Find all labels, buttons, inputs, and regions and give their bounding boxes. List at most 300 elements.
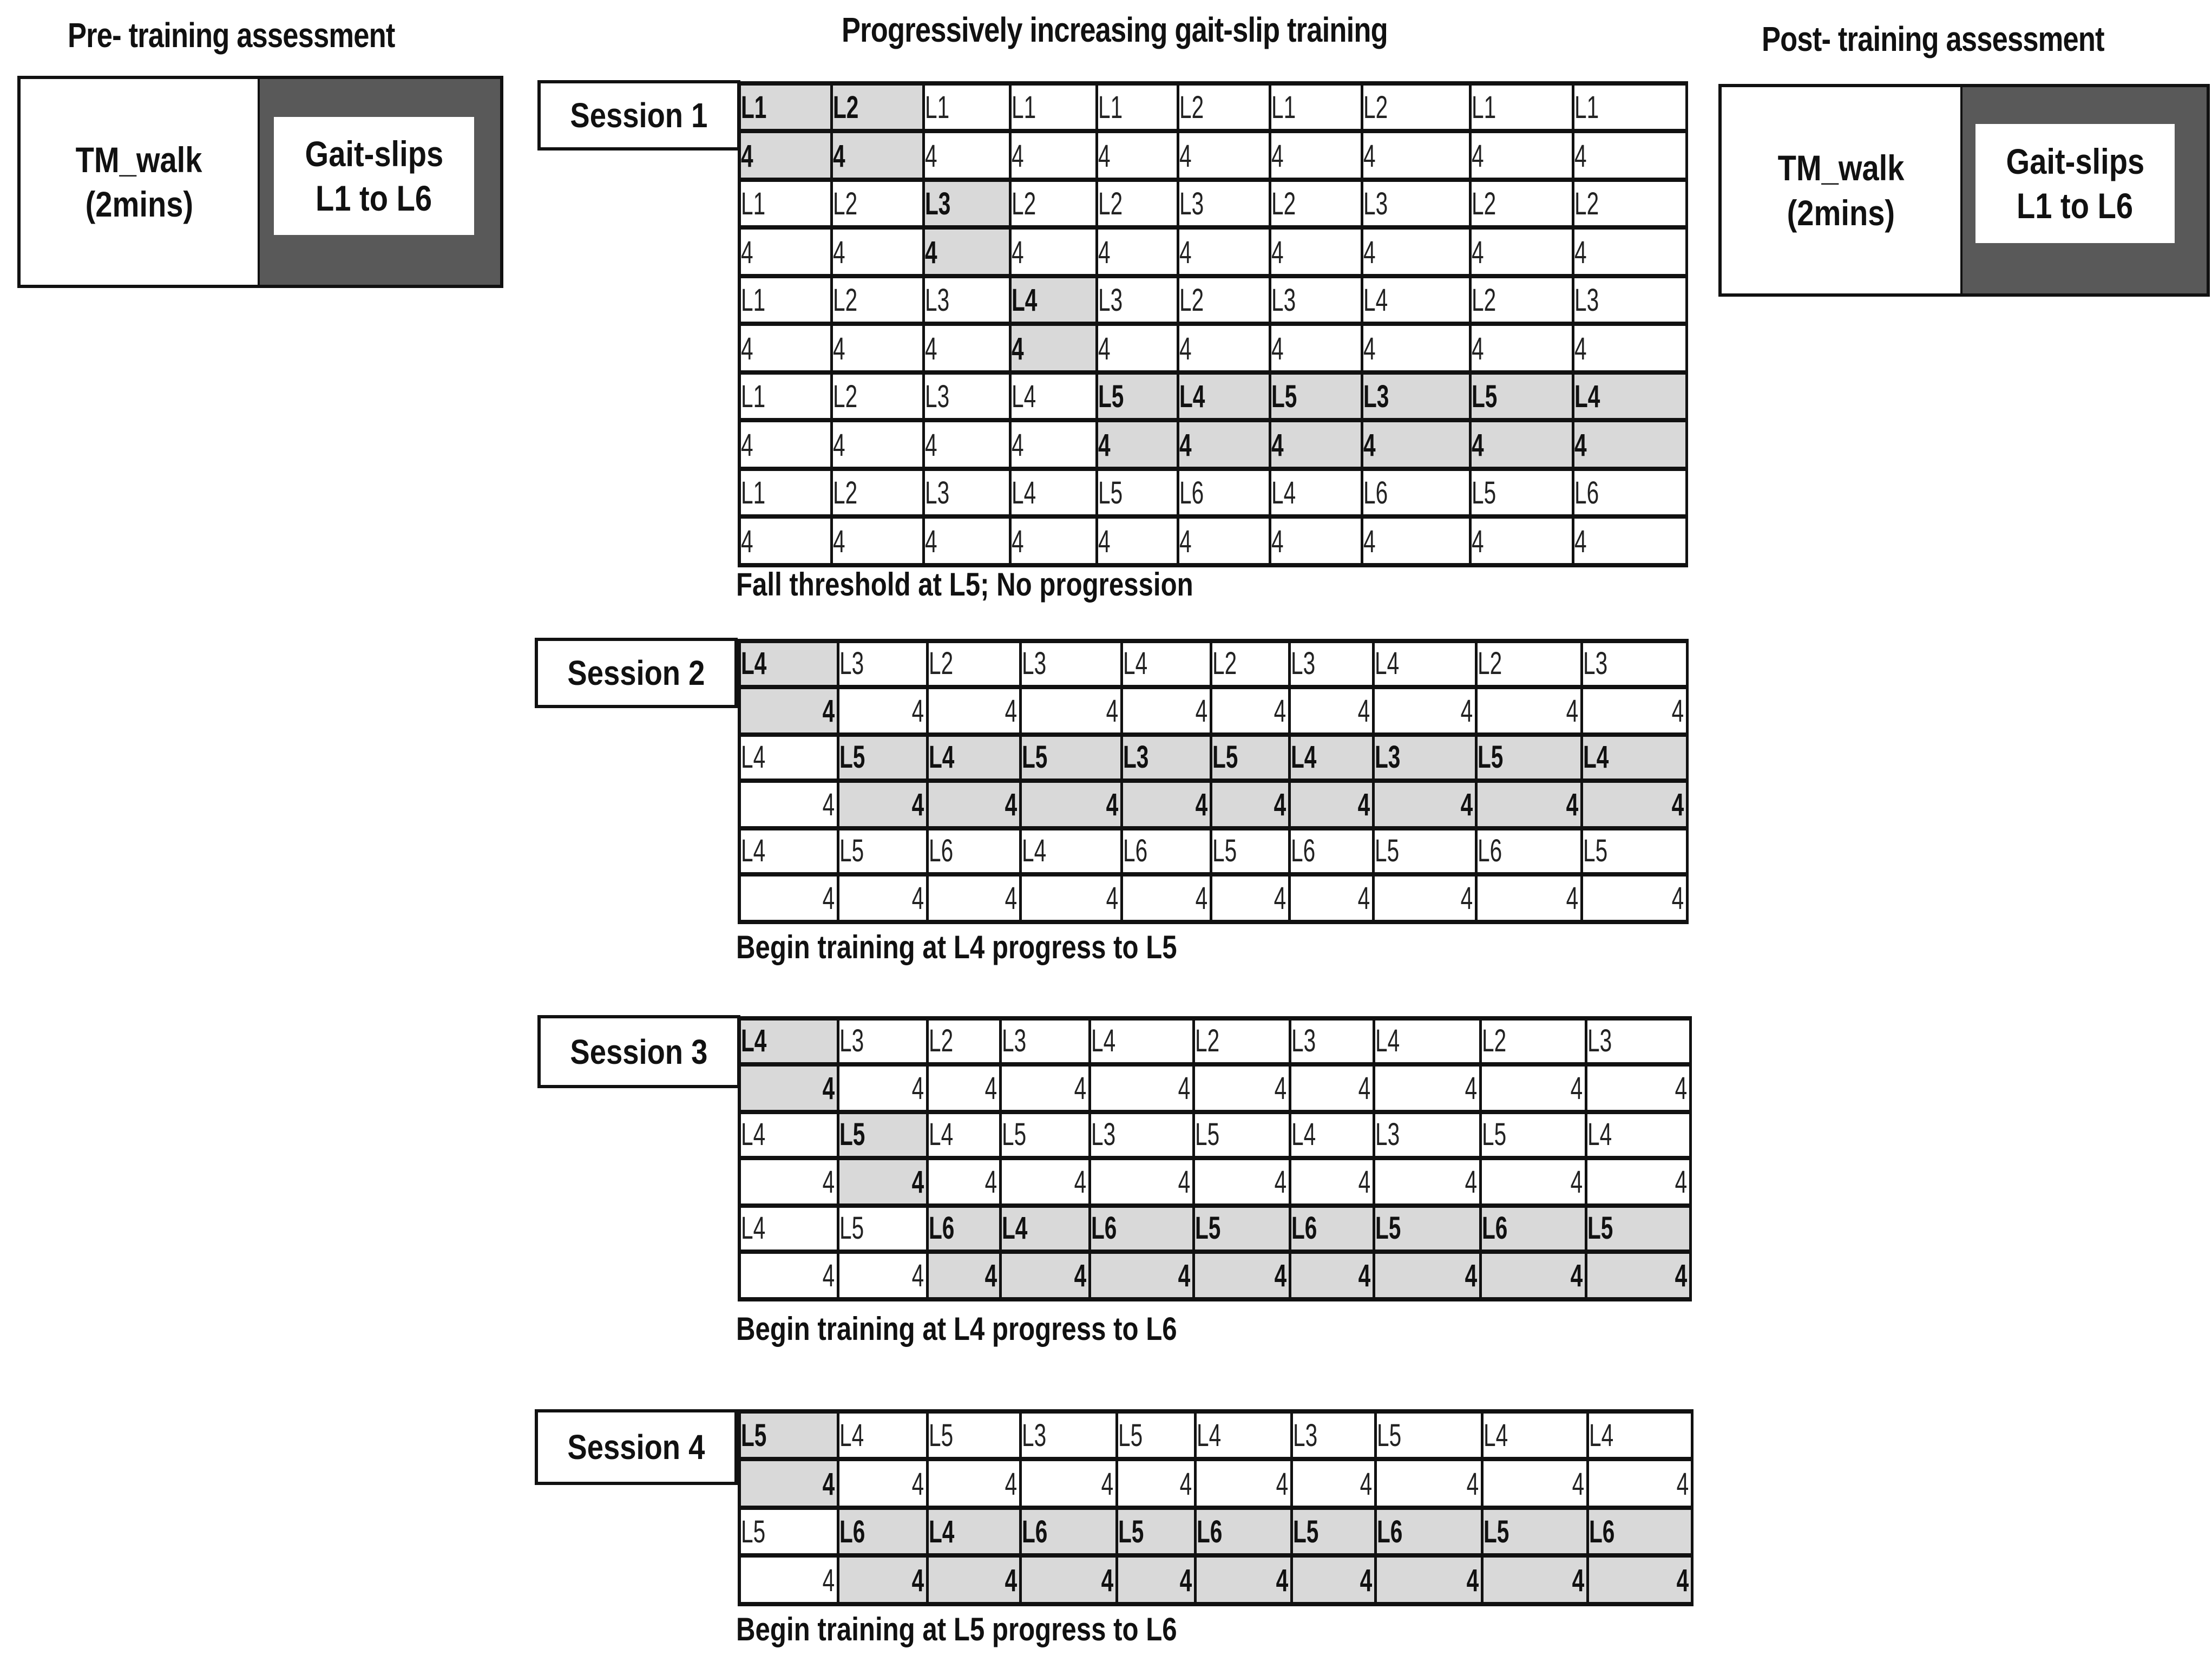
trial-count-cell <box>929 1558 1022 1602</box>
trial-count-cell <box>839 1461 929 1506</box>
slip-level-cell <box>1123 643 1212 685</box>
session-3-caption: Begin training at L4 progress to L6 <box>736 1311 1177 1347</box>
slip-level-text: L5 <box>1195 1211 1221 1246</box>
trial-count-text: 4 <box>1074 1165 1086 1200</box>
slip-level-cell <box>929 1414 1022 1457</box>
slip-level-cell <box>1091 1114 1195 1156</box>
trial-count-text: 4 <box>1472 428 1484 463</box>
trial-count-cell <box>1212 783 1291 826</box>
slip-level-cell <box>1012 471 1098 514</box>
trial-count-cell <box>1375 1254 1482 1297</box>
slip-level-cell <box>1123 737 1212 779</box>
slip-level-text: L5 <box>839 1211 864 1246</box>
trial-count-text: 4 <box>741 524 753 559</box>
slip-level-text: L5 <box>1472 475 1496 511</box>
slip-level-text: L5 <box>1484 1514 1509 1549</box>
session-4-grid <box>738 1409 1694 1606</box>
slip-level-text: L5 <box>1472 379 1498 414</box>
slip-level-cell <box>929 1114 1002 1156</box>
slip-level-text: L5 <box>1482 1117 1507 1152</box>
trial-count-cell <box>741 1558 839 1602</box>
trial-count-cell <box>1574 422 1688 467</box>
slip-level-cell <box>1293 1510 1377 1553</box>
trial-count-cell <box>1293 1461 1377 1506</box>
slip-level-text: L5 <box>1293 1514 1319 1549</box>
trial-count-cell <box>1478 689 1583 732</box>
trial-count-text: 4 <box>911 1071 924 1106</box>
trial-count-cell <box>1012 133 1098 178</box>
slip-level-text: L5 <box>741 1418 767 1453</box>
slip-level-cell <box>1363 182 1472 225</box>
session-2-grid <box>738 639 1689 924</box>
slip-level-cell <box>833 375 925 418</box>
slip-level-cell <box>929 830 1022 872</box>
slip-level-cell <box>833 471 925 514</box>
slip-level-text: L6 <box>929 833 954 868</box>
slip-level-cell <box>1377 1414 1484 1457</box>
trial-count-cell <box>1377 1461 1484 1506</box>
trial-count-text: 4 <box>741 235 753 270</box>
trial-count-cell <box>1022 783 1123 826</box>
trial-count-text: 4 <box>1671 694 1684 729</box>
trial-count-text: 4 <box>822 881 835 916</box>
trial-count-cell <box>1118 1461 1197 1506</box>
trial-count-cell <box>1012 230 1098 274</box>
trial-count-cell <box>833 519 925 563</box>
slip-level-text: L1 <box>741 475 766 511</box>
slip-level-text: L4 <box>929 1514 955 1549</box>
trial-count-cell <box>1574 133 1688 178</box>
pre-treadmill-walk-block <box>21 79 260 285</box>
slip-level-cell <box>1179 182 1271 225</box>
slip-level-cell <box>1472 278 1574 322</box>
post-slips-label: Gait-slips <box>2006 141 2144 181</box>
slip-level-cell <box>1271 471 1363 514</box>
trial-count-text: 4 <box>1005 694 1017 729</box>
trial-count-cell <box>1195 1160 1291 1203</box>
slip-level-text: L3 <box>1091 1117 1116 1152</box>
count-row <box>741 519 1688 567</box>
slip-level-text: L5 <box>1098 475 1123 511</box>
slip-level-text: L3 <box>1293 1418 1318 1453</box>
count-row <box>741 1067 1692 1114</box>
session-3-label: Session 3 <box>537 1015 740 1088</box>
slip-level-text: L2 <box>1012 186 1036 221</box>
level-row <box>741 737 1689 783</box>
slip-level-cell <box>741 1021 839 1062</box>
slip-level-cell <box>1478 643 1583 685</box>
slip-level-text: L3 <box>1375 740 1401 775</box>
slip-level-cell <box>1271 182 1363 225</box>
trial-count-text: 4 <box>1358 1258 1370 1293</box>
slip-level-cell <box>929 1021 1002 1062</box>
trial-count-cell <box>929 1254 1002 1297</box>
slip-level-cell <box>1002 1208 1091 1250</box>
slip-level-text: L3 <box>925 186 951 221</box>
trial-count-text: 4 <box>1572 1563 1584 1598</box>
slip-level-cell <box>929 1510 1022 1553</box>
slip-level-cell <box>1574 86 1688 129</box>
trial-count-cell <box>741 519 833 563</box>
trial-count-text: 4 <box>833 235 845 270</box>
trial-count-text: 4 <box>1472 139 1484 174</box>
trial-count-cell <box>1291 1160 1375 1203</box>
slip-level-cell <box>1098 471 1179 514</box>
session-1-caption: Fall threshold at L5; No progression <box>736 566 1193 603</box>
slip-level-cell <box>925 182 1012 225</box>
trial-count-text: 4 <box>1179 139 1192 174</box>
slip-level-text: L4 <box>741 1023 767 1058</box>
trial-count-cell <box>1212 689 1291 732</box>
slip-level-text: L6 <box>1574 475 1599 511</box>
slip-level-cell <box>839 1208 929 1250</box>
trial-count-cell <box>1291 1067 1375 1110</box>
slip-level-text: L6 <box>1363 475 1388 511</box>
count-row <box>741 783 1689 830</box>
trial-count-cell <box>741 876 839 920</box>
trial-count-cell <box>1091 1067 1195 1110</box>
pre-gait-slips-block <box>260 79 500 285</box>
trial-count-cell <box>1377 1558 1484 1602</box>
slip-level-cell <box>741 1208 839 1250</box>
pre-slips-range: L1 to L6 <box>316 178 432 218</box>
trial-count-text: 4 <box>1574 428 1587 463</box>
slip-level-text: L1 <box>741 379 766 414</box>
trial-count-text: 4 <box>1363 235 1376 270</box>
trial-count-text: 4 <box>984 1165 997 1200</box>
slip-level-text: L3 <box>1291 646 1316 681</box>
slip-level-cell <box>1012 86 1098 129</box>
slip-level-text: L1 <box>1098 90 1123 125</box>
trial-count-cell <box>833 133 925 178</box>
trial-count-cell <box>1363 133 1472 178</box>
slip-level-cell <box>1363 278 1472 322</box>
slip-level-cell <box>741 375 833 418</box>
trial-count-cell <box>925 133 1012 178</box>
session-1-grid <box>738 81 1688 567</box>
slip-level-cell <box>741 737 839 779</box>
level-row <box>741 1208 1692 1254</box>
slip-level-cell <box>1291 1114 1375 1156</box>
trial-count-text: 4 <box>822 1258 835 1293</box>
trial-count-cell <box>929 1067 1002 1110</box>
slip-level-cell <box>1583 737 1689 779</box>
trial-count-cell <box>1195 1254 1291 1297</box>
slip-level-text: L6 <box>1377 1514 1403 1549</box>
trial-count-cell <box>1363 230 1472 274</box>
slip-level-cell <box>833 182 925 225</box>
slip-level-text: L4 <box>1574 379 1600 414</box>
trial-count-cell <box>1583 876 1689 920</box>
trial-count-cell <box>1197 1461 1293 1506</box>
trial-count-cell <box>1589 1461 1694 1506</box>
slip-level-cell <box>1291 1021 1375 1062</box>
trial-count-text: 4 <box>1363 524 1376 559</box>
trial-count-text: 4 <box>1363 428 1376 463</box>
trial-count-text: 4 <box>1357 787 1370 822</box>
slip-level-text: L2 <box>1482 1023 1507 1058</box>
slip-level-text: L3 <box>839 646 864 681</box>
slip-level-cell <box>1195 1208 1291 1250</box>
slip-level-text: L3 <box>1363 379 1389 414</box>
slip-level-text: L4 <box>741 646 767 681</box>
trial-count-cell <box>1118 1558 1197 1602</box>
trial-count-text: 4 <box>925 331 937 367</box>
slip-level-cell <box>929 643 1022 685</box>
slip-level-text: L5 <box>1375 833 1400 868</box>
slip-level-cell <box>839 1021 929 1062</box>
trial-count-text: 4 <box>1357 694 1370 729</box>
trial-count-cell <box>1375 689 1478 732</box>
slip-level-text: L2 <box>833 90 859 125</box>
slip-level-cell <box>839 643 929 685</box>
slip-level-cell <box>929 737 1022 779</box>
slip-level-cell <box>1022 1510 1118 1553</box>
trial-count-cell <box>1363 422 1472 467</box>
trial-count-cell <box>1482 1160 1587 1203</box>
slip-level-cell <box>1002 1114 1091 1156</box>
slip-level-cell <box>1212 643 1291 685</box>
trial-count-text: 4 <box>1675 1258 1687 1293</box>
slip-level-text: L4 <box>1363 283 1388 318</box>
slip-level-cell <box>1271 86 1363 129</box>
slip-level-text: L5 <box>1118 1514 1144 1549</box>
count-row <box>741 1160 1692 1208</box>
trial-count-cell <box>1574 519 1688 563</box>
slip-level-text: L4 <box>1484 1418 1508 1453</box>
trial-count-cell <box>1375 1160 1482 1203</box>
trial-count-text: 4 <box>1012 428 1024 463</box>
slip-level-cell <box>1022 1414 1118 1457</box>
slip-level-text: L5 <box>1375 1211 1401 1246</box>
slip-level-cell <box>839 1114 929 1156</box>
slip-level-cell <box>1589 1414 1694 1457</box>
slip-level-text: L5 <box>1098 379 1124 414</box>
slip-level-text: L2 <box>1363 90 1388 125</box>
trial-count-text: 4 <box>833 524 845 559</box>
pre-walk-duration: (2mins) <box>85 184 193 224</box>
slip-level-cell <box>1179 375 1271 418</box>
trial-count-text: 4 <box>1358 1165 1370 1200</box>
trial-count-cell <box>1482 1067 1587 1110</box>
slip-level-cell <box>1472 182 1574 225</box>
trial-count-cell <box>1587 1160 1692 1203</box>
slip-level-text: L3 <box>925 475 950 511</box>
slip-level-cell <box>1197 1414 1293 1457</box>
trial-count-cell <box>929 1461 1022 1506</box>
trial-count-text: 4 <box>1465 1071 1477 1106</box>
slip-level-cell <box>1472 375 1574 418</box>
trial-count-cell <box>833 326 925 370</box>
slip-level-text: L1 <box>741 283 766 318</box>
slip-level-cell <box>1002 1021 1091 1062</box>
trial-count-text: 4 <box>1574 139 1587 174</box>
slip-level-cell <box>741 86 833 129</box>
trial-count-text: 4 <box>911 1165 924 1200</box>
slip-level-text: L3 <box>1002 1023 1027 1058</box>
trial-count-text: 4 <box>1005 881 1017 916</box>
trial-count-text: 4 <box>1360 1563 1372 1598</box>
slip-level-text: L4 <box>1375 1023 1400 1058</box>
trial-count-text: 4 <box>1276 1467 1288 1502</box>
slip-level-cell <box>929 1208 1002 1250</box>
trial-count-text: 4 <box>1472 524 1484 559</box>
slip-level-cell <box>1179 86 1271 129</box>
trial-count-cell <box>1291 783 1375 826</box>
slip-level-text: L5 <box>839 1117 865 1152</box>
slip-level-text: L5 <box>741 1514 766 1549</box>
slip-level-text: L5 <box>1271 379 1297 414</box>
trial-count-cell <box>1587 1067 1692 1110</box>
slip-level-cell <box>1587 1114 1692 1156</box>
slip-level-text: L2 <box>1212 646 1237 681</box>
slip-level-cell <box>1091 1208 1195 1250</box>
trial-count-cell <box>1271 422 1363 467</box>
trial-count-text: 4 <box>1465 1165 1477 1200</box>
trial-count-cell <box>741 1461 839 1506</box>
slip-level-text: L4 <box>1123 646 1148 681</box>
slip-level-text: L3 <box>1375 1117 1400 1152</box>
count-row <box>741 326 1688 375</box>
slip-level-text: L4 <box>1375 646 1400 681</box>
trial-count-cell <box>1271 326 1363 370</box>
trial-count-cell <box>1091 1160 1195 1203</box>
trial-count-cell <box>1291 689 1375 732</box>
slip-level-text: L2 <box>833 379 858 414</box>
trial-count-cell <box>1022 1461 1118 1506</box>
trial-count-cell <box>1098 519 1179 563</box>
session-4-label: Session 4 <box>535 1409 738 1485</box>
trial-count-cell <box>1091 1254 1195 1297</box>
slip-level-text: L6 <box>1123 833 1148 868</box>
slip-level-cell <box>1574 471 1688 514</box>
slip-level-cell <box>925 375 1012 418</box>
slip-level-text: L5 <box>1212 740 1238 775</box>
trial-count-cell <box>1363 326 1472 370</box>
pre-assessment-box <box>17 76 503 288</box>
slip-level-cell <box>741 278 833 322</box>
pre-gait-slips-inner <box>274 117 474 235</box>
trial-count-text: 4 <box>1179 428 1192 463</box>
trial-count-text: 4 <box>911 694 924 729</box>
session-2-caption: Begin training at L4 progress to L5 <box>736 929 1177 965</box>
trial-count-cell <box>1197 1558 1293 1602</box>
slip-level-cell <box>1574 182 1688 225</box>
slip-level-text: L4 <box>1583 740 1609 775</box>
trial-count-text: 4 <box>833 331 845 367</box>
slip-level-cell <box>1271 278 1363 322</box>
trial-count-text: 4 <box>1101 1563 1113 1598</box>
trial-count-text: 4 <box>822 1165 835 1200</box>
slip-level-text: L3 <box>925 283 950 318</box>
slip-level-cell <box>1012 278 1098 322</box>
post-slips-range: L1 to L6 <box>2017 186 2134 226</box>
pre-slips-label: Gait-slips <box>305 133 443 174</box>
slip-level-text: L1 <box>1012 90 1036 125</box>
session-4-caption: Begin training at L5 progress to L6 <box>736 1611 1177 1647</box>
trial-count-cell <box>1002 1160 1091 1203</box>
slip-level-text: L4 <box>741 1117 766 1152</box>
slip-level-cell <box>1587 1021 1692 1062</box>
slip-level-text: L4 <box>1022 833 1047 868</box>
trial-count-text: 4 <box>1106 694 1118 729</box>
slip-level-cell <box>1574 278 1688 322</box>
trial-count-cell <box>833 230 925 274</box>
trial-count-text: 4 <box>741 331 753 367</box>
trial-count-cell <box>1123 689 1212 732</box>
post-walk-label: TM_walk <box>1777 148 1905 188</box>
trial-count-text: 4 <box>1005 1467 1017 1502</box>
trial-count-cell <box>925 519 1012 563</box>
trial-count-cell <box>1098 230 1179 274</box>
slip-level-text: L2 <box>1472 186 1496 221</box>
slip-level-text: L2 <box>929 646 954 681</box>
level-row <box>741 1114 1692 1160</box>
trial-count-cell <box>839 1254 929 1297</box>
slip-level-cell <box>1375 830 1478 872</box>
slip-level-cell <box>833 278 925 322</box>
slip-level-text: L5 <box>929 1418 954 1453</box>
trial-count-text: 4 <box>1074 1071 1086 1106</box>
slip-level-text: L2 <box>833 186 858 221</box>
trial-count-text: 4 <box>1106 787 1118 822</box>
slip-level-cell <box>1012 375 1098 418</box>
slip-level-cell <box>1583 643 1689 685</box>
slip-level-cell <box>839 1414 929 1457</box>
slip-level-text: L3 <box>1583 646 1608 681</box>
slip-level-text: L6 <box>1091 1211 1117 1246</box>
slip-level-text: L4 <box>839 1418 864 1453</box>
slip-level-cell <box>741 1114 839 1156</box>
slip-level-text: L6 <box>1022 1514 1048 1549</box>
slip-level-text: L3 <box>1123 740 1149 775</box>
trial-count-cell <box>1583 783 1689 826</box>
trial-count-text: 4 <box>1572 1467 1584 1502</box>
trial-count-text: 4 <box>1012 139 1024 174</box>
slip-level-text: L2 <box>1098 186 1123 221</box>
slip-level-text: L2 <box>833 475 858 511</box>
trial-count-cell <box>1022 689 1123 732</box>
slip-level-text: L4 <box>1012 283 1038 318</box>
slip-level-cell <box>1482 1021 1587 1062</box>
slip-level-text: L3 <box>1574 283 1599 318</box>
slip-level-cell <box>1589 1510 1694 1553</box>
slip-level-cell <box>1293 1414 1377 1457</box>
trial-count-text: 4 <box>1472 331 1484 367</box>
trial-count-text: 4 <box>1274 787 1286 822</box>
trial-count-text: 4 <box>1465 1258 1477 1293</box>
trial-count-text: 4 <box>1098 139 1111 174</box>
trial-count-cell <box>1375 783 1478 826</box>
slip-level-text: L5 <box>1195 1117 1220 1152</box>
slip-level-cell <box>1012 182 1098 225</box>
trial-count-cell <box>1212 876 1291 920</box>
level-row <box>741 375 1688 422</box>
slip-level-text: L3 <box>925 379 950 414</box>
trial-count-cell <box>741 1067 839 1110</box>
trial-count-text: 4 <box>741 139 753 174</box>
slip-level-text: L3 <box>1587 1023 1612 1058</box>
trial-count-cell <box>925 230 1012 274</box>
slip-level-cell <box>1363 86 1472 129</box>
slip-level-cell <box>925 471 1012 514</box>
level-row <box>741 830 1689 876</box>
trial-count-text: 4 <box>1271 331 1284 367</box>
level-row <box>741 182 1688 230</box>
slip-level-text: L6 <box>1589 1514 1615 1549</box>
trial-count-text: 4 <box>1466 1467 1479 1502</box>
trial-count-text: 4 <box>1179 524 1192 559</box>
